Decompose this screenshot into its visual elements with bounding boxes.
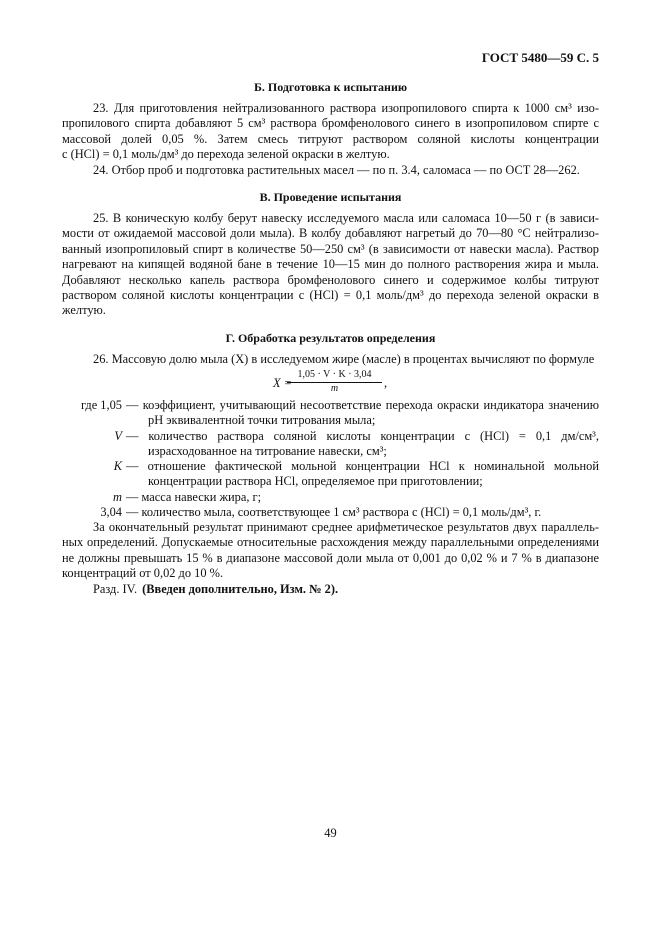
section-g-heading: Г. Обработка результатов определения [225, 330, 436, 345]
definition-term: m [113, 489, 122, 504]
definition-item [62, 505, 599, 520]
note-label: Разд. IV. [93, 581, 138, 596]
definition-term: где 1,05 [80, 398, 122, 413]
paragraph-24: 24. Отбор проб и подготовка растительных масел — по п. 3.4, саломаса — по ОСТ 28—262. [93, 162, 580, 177]
text-line: За окончательный результат принимают среднее арифметическое результатов двух параллель- [93, 519, 599, 534]
formula-numerator: 1,05 · V · K · 3,04 [287, 369, 382, 383]
result-paragraph [62, 520, 599, 597]
text-line: ванный изопропиловый спирт в количестве 50—250 см³ (в зависимости от навески масла). Раствор [62, 241, 599, 256]
definition-item [62, 429, 599, 459]
definitions-list [62, 398, 599, 520]
section-b-heading: Б. Подготовка к испытанию [253, 80, 408, 94]
definition-text: — отношение фактической мольной концентрации HCl к номинальной мольной концентрации раствора HCl, определяемое при приготовлении; [126, 459, 599, 489]
formula-denominator: m [330, 383, 339, 395]
definition-text: — количество мыла, соответствующее 1 см³ раствора c (HCl) = 0,1 моль/дм³, г. [126, 504, 542, 519]
text-line: 23. Для приготовления нейтрализованного раствора изопропилового спирта к 1000 см³ изо- [93, 101, 599, 115]
section-v-heading: В. Проведение испытания [259, 190, 402, 205]
definition-text: — коэффициент, учитывающий несоответствие перехода окраски индикатора значению pH эквивалентной точки титрования мыла; [126, 398, 599, 428]
text-line: пропилового спирта добавляют 5 см³ раствора бромфенолового синего в изопропиловом спирте с [62, 116, 599, 131]
definition-item [62, 490, 599, 505]
page-number: 49 [324, 826, 337, 840]
definition-term: V [114, 428, 122, 443]
note-bold: (Введен дополнительно, Изм. № 2). [142, 581, 339, 596]
formula [62, 369, 599, 395]
definition-item [62, 459, 599, 489]
definition-item [62, 398, 599, 428]
text-line: не должны превышать 15 % в диапазоне массовой доли мыла от 0,001 до 0,02 % и 7 % в диапазоне [62, 550, 599, 565]
paragraph-26 [62, 352, 599, 367]
amendment-note [62, 582, 599, 597]
page-header: ГОСТ 5480—59 С. 5 [481, 50, 599, 65]
definition-text: — масса навески жира, г; [126, 489, 262, 504]
definition-term: K [113, 459, 122, 474]
text-line: 26. Массовую долю мыла (X) в исследуемом жире (масле) в процентах вычисляют по формуле [93, 351, 595, 366]
paragraph-23 [62, 101, 599, 178]
text-line: 25. В коническую колбу берут навеску исследуемого масла или саломаса 10—50 г (в зависи- [93, 211, 599, 226]
text-line: желтую. [62, 303, 106, 318]
text-line: Добавляют несколько капель раствора бромфенолового синего и содержимое колбы титруют [62, 272, 599, 287]
definition-text: — количество раствора соляной кислоты концентрации c (HCl) = 0,1 дм/см³, израсходованное на титрование навески, см³; [126, 428, 599, 458]
text-line: концентраций от 0,02 до 10 %. [62, 566, 224, 581]
formula-comma: , [384, 376, 388, 391]
text-line: массовой долей 0,05 %. Затем смесь титруют раствором соляной кислоты концентрации [62, 131, 599, 146]
page-body [62, 80, 599, 597]
paragraph-25 [62, 211, 599, 319]
definition-term: 3,04 [100, 504, 122, 519]
text-line: нагревают на кипящей водяной бане в течение 10—15 мин до полного растворения жира и мыла. [62, 257, 599, 272]
text-line: раствором соляной кислоты концентрации c (HCl) = 0,1 моль/дм³ до перехода зеленой окраски в [62, 288, 599, 303]
text-line: мости от ожидаемой массовой доли мыла). В колбу добавляют нагретый до 70—80 °С нейтрализо- [62, 226, 599, 241]
text-line: ных определений. Допускаемые относительные расхождения между параллельными определениями [62, 535, 599, 550]
formula-lhs: X = [273, 376, 293, 391]
text-line: c (HCl) = 0,1 моль/дм³ до перехода зеленой окраски в желтую. [62, 147, 390, 162]
